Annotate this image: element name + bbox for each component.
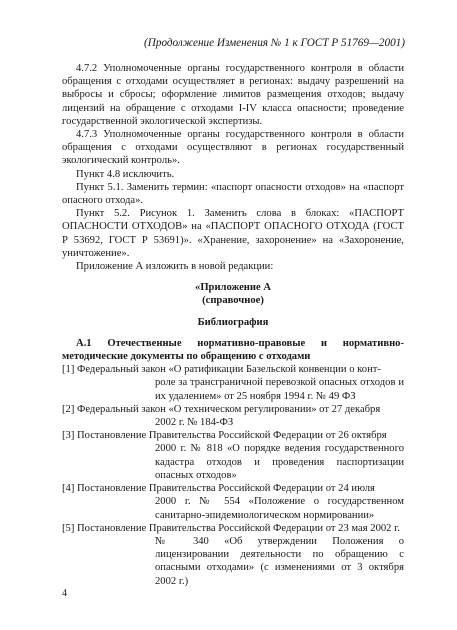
appendix-title: «Приложение А <box>195 282 271 294</box>
document-body <box>62 62 404 588</box>
page-header: (Продолжение Изменения № 1 к ГОСТ Р 51769—2001) <box>144 37 405 49</box>
paragraph-4-7-2: 4.7.2 Уполномоченные органы государственного контроля в области обращения с отходами осуществляет в регионах: выдачу разрешений на выбросы и сбросы; оформление лимитов размещения отходов; выдачу лицензий на обращение с отходами I-IV класса опасности; проведение государственной экологической экспертизы. <box>62 63 404 127</box>
reference-head: [2] Федеральный закон <box>62 403 166 415</box>
reference-first: «О ратификации Базельской конвенции о конт- <box>168 364 381 376</box>
reference-head: [1] Федеральный закон <box>62 364 166 376</box>
reference-first: от 23 мая 2002 г. <box>325 522 400 534</box>
reference-first: от 24 июля <box>325 483 375 495</box>
reference-rest: № 340 «Об утверждении Положения о лицензировании деятельности по обращению с опасными отходами» (с изменениями от 3 октября 2002 г.) <box>155 535 404 587</box>
reference-first: «О техническом регулировании» от 27 декабря <box>168 403 381 415</box>
reference-head: [4] Постановление Правительства Российской Федерации <box>62 483 324 495</box>
reference-head: [5] Постановление Правительства Российской Федерации <box>62 522 324 534</box>
appendix-subtitle: (справочное) <box>202 295 264 307</box>
paragraph-4-8: Пункт 4.8 исключить. <box>76 168 175 180</box>
appendix-intro: Приложение А изложить в новой редакции: <box>76 261 274 273</box>
reference-item <box>62 429 404 482</box>
reference-rest: 2002 г. № 184-ФЗ <box>155 417 234 429</box>
section-a1-heading: А.1 Отечественные нормативно-правовые и нормативно-методические документы по обращению с отходами <box>62 337 404 363</box>
paragraph-5-1: Пункт 5.1. Заменить термин: «паспорт опасности отходов» на «паспорт опасного отхода». <box>62 181 404 207</box>
reference-item <box>62 403 404 429</box>
paragraph-4-7-3: 4.7.3 Уполномоченные органы государственного контроля в области обращения с отходами осуществляют в регионах государственный экологический контроль». <box>62 129 404 167</box>
reference-item <box>62 482 404 522</box>
reference-first: от 26 октября <box>325 430 387 442</box>
reference-head: [3] Постановление Правительства Российской Федерации <box>62 430 324 442</box>
reference-rest: роле за трансграничной перевозкой опасных отходов и их удалением» от 25 ноября 1994 г. № 49 ФЗ <box>155 377 404 402</box>
reference-item <box>62 363 404 403</box>
reference-item <box>62 522 404 588</box>
bibliography-heading: Библиография <box>197 316 269 328</box>
page-number: 4 <box>62 588 67 599</box>
paragraph-5-2: Пункт 5.2. Рисунок 1. Заменить слова в блоках: «ПАСПОРТ ОПАСНОСТИ ОТХОДОВ» на «ПАСПОРТ ОПАСНОГО ОТХОДА (ГОСТ Р 53692, ГОСТ Р 53691)». «Хранение, захоронение» на «Захоронение, уничтожение». <box>62 208 404 259</box>
reference-list <box>62 363 404 587</box>
reference-rest: 2000 г. № 554 «Положение о государственном санитарно-эпидемиологическом нормировании» <box>155 496 404 521</box>
reference-rest: 2000 г. № 818 «О порядке ведения государственного кадастра отходов и проведения паспортизации опасных отходов» <box>155 443 404 481</box>
